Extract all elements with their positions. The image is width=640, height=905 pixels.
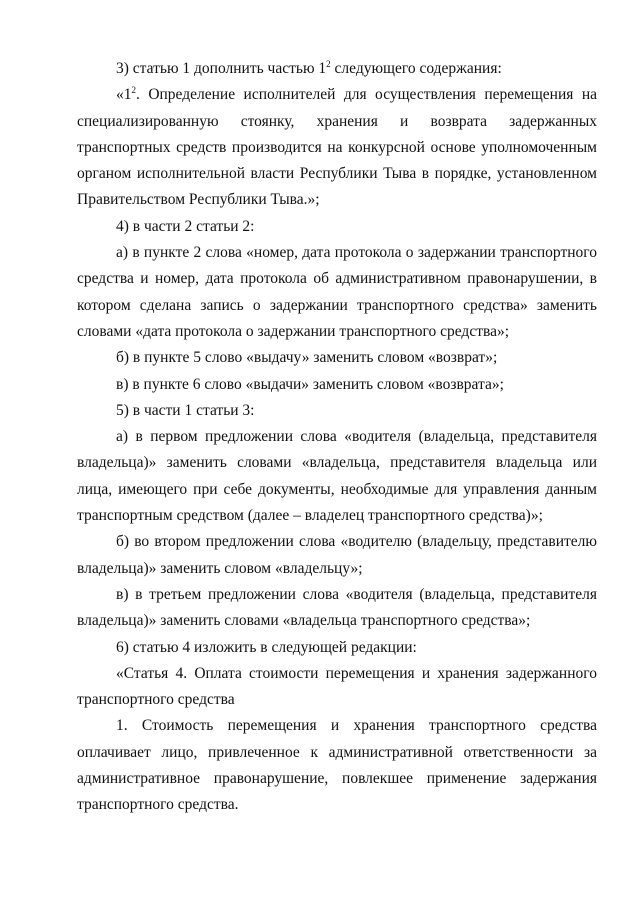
paragraph-text: 5) в части 1 статьи 3: — [116, 401, 255, 419]
paragraph-text: в) в пункте 6 слово «выдачи» заменить словом «возврата»; — [116, 375, 504, 393]
paragraph-text: б) во втором предложении слова «водителю (владельцу, представителю владельца)» заменить словом «владельцу»; — [77, 533, 597, 577]
document-body — [77, 56, 597, 819]
paragraph-4b — [77, 345, 597, 371]
paragraph-text: а) в первом предложении слова «водителя (владельца, представителя владельца)» заменить словами «владельца, представителя владельца или лица, имеющего при себе документы, необходимые для управления данным транспортным средством (далее – владелец транспортного средства)»; — [77, 428, 597, 525]
paragraph-text: 4) в части 2 статьи 2: — [116, 217, 255, 235]
article-4-part-1 — [77, 713, 597, 818]
paragraph-text: 6) статью 4 изложить в следующей редакции: — [116, 638, 417, 656]
paragraph-amendment-6 — [77, 635, 597, 661]
paragraph-text: «1 — [116, 86, 132, 104]
superscript: 2 — [131, 85, 136, 96]
paragraph-text: а) в пункте 2 слова «номер, дата протокола о задержании транспортного средства и номер, дата протокола об административном правонарушении, в котором сделана запись о задержании транспортного средства» заменить словами «дата протокола о задержании транспортного средства»; — [77, 244, 597, 340]
paragraph-text-tail: следующего содержания: — [330, 60, 502, 77]
paragraph-text: в) в третьем предложении слова «водителя (владельца, представителя владельца)» заменить словами «владельца транспортного средства»; — [77, 585, 597, 630]
paragraph-text: 1. Стоимость перемещения и хранения транспортного средства оплачивает лицо, привлеченное к административной ответственности за административное правонарушение, повлекшее применение задержания транспортного средства. — [77, 717, 597, 814]
paragraph-text: 3) статью 1 дополнить частью 1 — [116, 60, 327, 77]
paragraph-5a — [77, 424, 597, 529]
paragraph-amendment-5 — [77, 398, 597, 424]
paragraph-amendment-4 — [77, 214, 597, 240]
superscript: 2 — [326, 59, 331, 69]
paragraph-text: «Статья 4. Оплата стоимости перемещения и хранения задержанного транспортного средства — [77, 664, 597, 709]
paragraph-4a — [77, 240, 597, 345]
paragraph-amendment-3 — [77, 56, 597, 82]
paragraph-text-tail: . Определение исполнителей для осуществления перемещения на специализированную стоянку, хранения и возврата задержанных транспортных средств производится на конкурсной основе уполномоченным органом исполнительной власти Республики Тыва в порядке, установленном Правительством Республики Тыва.»; — [77, 86, 597, 209]
paragraph-4c — [77, 372, 597, 398]
paragraph-5b — [77, 529, 597, 582]
article-4-heading — [77, 661, 597, 714]
paragraph-5c — [77, 582, 597, 635]
paragraph-text: б) в пункте 5 слово «выдачу» заменить словом «возврат»; — [116, 349, 498, 367]
paragraph-part-1-2 — [77, 82, 597, 213]
